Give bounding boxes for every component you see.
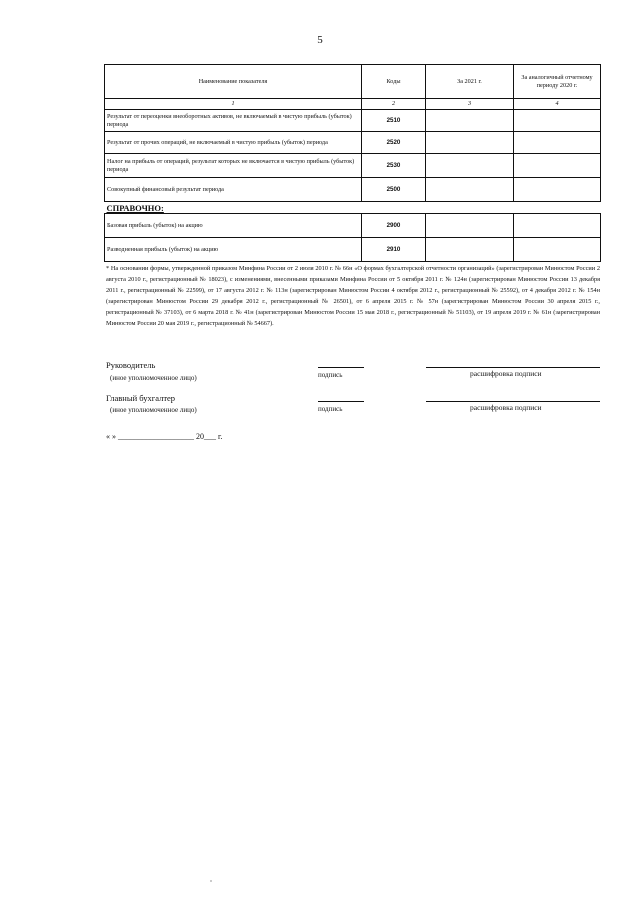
- row-current-value: [426, 178, 514, 202]
- table-row: [105, 214, 601, 238]
- accountant-signature-label: подпись: [318, 405, 343, 413]
- col-number: 2: [362, 99, 426, 110]
- reference-title-row: [105, 202, 601, 214]
- accountant-title: Главный бухгалтер: [106, 393, 176, 403]
- col-number: 3: [426, 99, 514, 110]
- row-name: Совокупный финансовый результат периода: [105, 178, 362, 202]
- head-subtitle: (иное уполномоченное лицо): [110, 374, 197, 382]
- table-row: [105, 178, 601, 202]
- row-previous-value: [514, 154, 601, 178]
- row-current-value: [426, 238, 514, 262]
- table-row: [105, 238, 601, 262]
- row-name: Разводненная прибыль (убыток) на акцию: [105, 238, 362, 262]
- row-code: 2520: [362, 132, 426, 154]
- head-title: Руководитель: [106, 360, 156, 370]
- row-code: 2500: [362, 178, 426, 202]
- accountant-decoding-label: расшифровка подписи: [470, 403, 542, 412]
- head-signature-label: подпись: [318, 371, 343, 379]
- row-code: 2530: [362, 154, 426, 178]
- head-signature-line: [318, 367, 364, 368]
- col-number: 1: [105, 99, 362, 110]
- header-code: Коды: [362, 65, 426, 99]
- row-previous-value: [514, 214, 601, 238]
- table-row: [105, 132, 601, 154]
- reference-title: СПРАВОЧНО:: [105, 202, 601, 214]
- column-number-row: [105, 99, 601, 110]
- row-code: 2910: [362, 238, 426, 262]
- row-previous-value: [514, 110, 601, 132]
- row-previous-value: [514, 132, 601, 154]
- accountant-subtitle: (иное уполномоченное лицо): [110, 406, 197, 414]
- row-code: 2900: [362, 214, 426, 238]
- footnote: * На основании формы, утвержденной приказом Минфина России от 2 июля 2010 г. № 66н «О формах бухгалтерской отчетности организаций» (зарегистрирован Минюстом России 2 августа 2010 г., регистрационный № 18023), с изменениями, внесенными приказами Минфина России от 5 октября 2011 г. № 124н (зарегистрирован Минюстом России 13 декабря 2011 г., регистрационный № 22599), от 17 августа 2012 г. № 113н (зарегистрирован Минюстом России 4 октября 2012 г., регистрационный № 25592), от 4 декабря 2012 г. № 154н (зарегистрирован Минюстом России 29 декабря 2012 г., регистрационный № 26501), от 6 апреля 2015 г. № 57н (зарегистрирован Минюстом России 30 апреля 2015 г., регистрационный № 37103), от 6 марта 2018 г. № 41н (зарегистрирован Минюстом России 15 мая 2018 г., регистрационный № 51103), от 19 апреля 2019 г. № 61н (зарегистрирован Минюстом России 20 мая 2019 г., регистрационный № 54667).: [106, 265, 600, 327]
- row-previous-value: [514, 238, 601, 262]
- row-current-value: [426, 154, 514, 178]
- accountant-signature-line: [318, 401, 364, 402]
- row-name: Результат от переоценки внеоборотных активов, не включаемый в чистую прибыль (убыток) периода: [105, 110, 362, 132]
- row-name: Налог на прибыль от операций, результат которых не включается в чистую прибыль (убыток) периода: [105, 154, 362, 178]
- row-name: Базовая прибыль (убыток) на акцию: [105, 214, 362, 238]
- table-header-row: [105, 65, 601, 99]
- head-decoding-label: расшифровка подписи: [470, 369, 542, 378]
- scan-speck: [210, 880, 212, 882]
- row-previous-value: [514, 178, 601, 202]
- accountant-decoding-line: [426, 401, 600, 402]
- row-code: 2510: [362, 110, 426, 132]
- header-previous: За аналогичный отчетному периоду 2020 г.: [514, 65, 601, 99]
- row-name: Результат от прочих операций, не включаемый в чистую прибыль (убыток) периода: [105, 132, 362, 154]
- date-line: « » ___________________ 20___ г.: [106, 432, 223, 441]
- header-name: Наименование показателя: [105, 65, 362, 99]
- table-row: [105, 154, 601, 178]
- page-number: 5: [317, 34, 323, 46]
- row-current-value: [426, 132, 514, 154]
- row-current-value: [426, 110, 514, 132]
- head-decoding-line: [426, 367, 600, 368]
- header-current: За 2021 г.: [426, 65, 514, 99]
- row-current-value: [426, 214, 514, 238]
- table-row: [105, 110, 601, 132]
- col-number: 4: [514, 99, 601, 110]
- financial-results-table: [104, 64, 601, 262]
